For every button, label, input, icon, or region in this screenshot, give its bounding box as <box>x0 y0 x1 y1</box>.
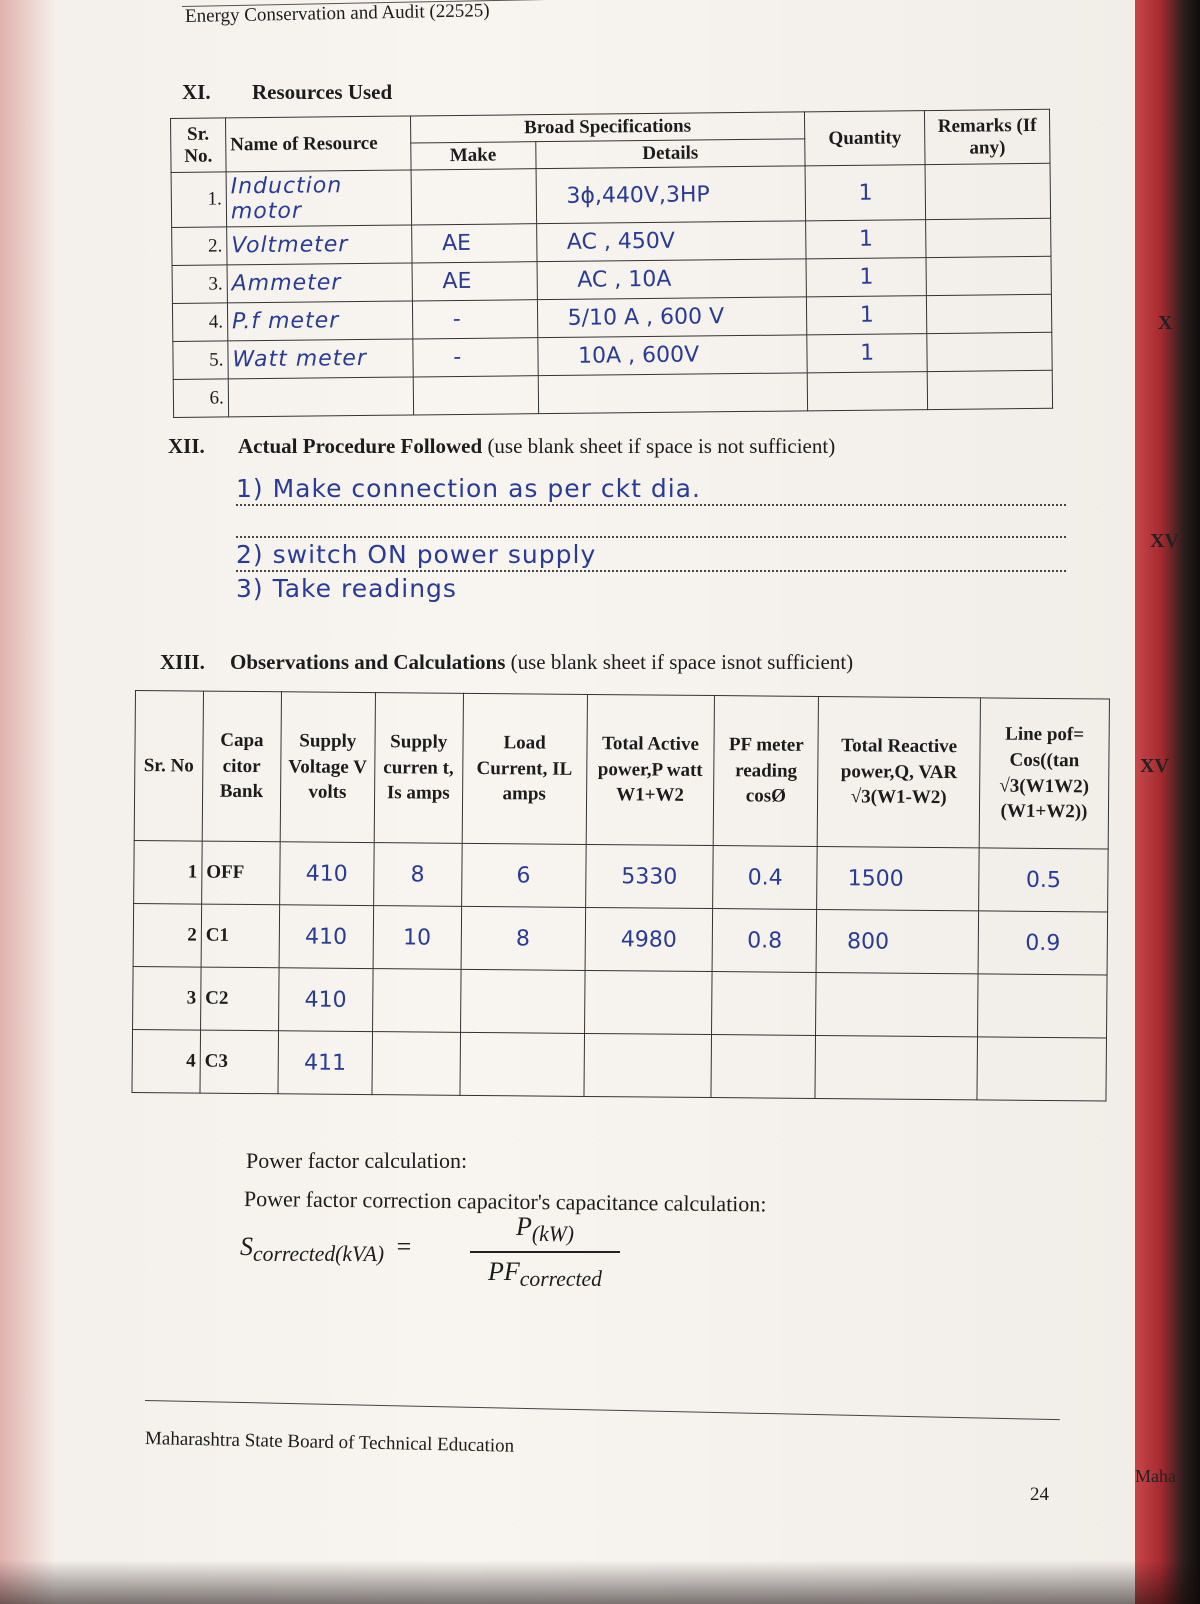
formula-s: S <box>240 1232 253 1261</box>
cell-remarks <box>925 163 1050 219</box>
cell-load-current <box>460 1032 584 1096</box>
cell-active-power: 5330 <box>585 844 713 908</box>
cell-supply-current <box>372 1032 460 1096</box>
procedure-line <box>236 474 1066 506</box>
cell-sr: 1. <box>171 172 227 228</box>
section-heading: Observations and Calculations <box>230 650 506 674</box>
procedure-line <box>236 540 1066 572</box>
procedure-line <box>236 574 1066 604</box>
formula-denominator: PF <box>488 1257 520 1287</box>
cell-active-power <box>583 1033 711 1097</box>
cell-bank: C1 <box>201 904 279 968</box>
formula-fraction <box>470 1212 620 1292</box>
cell-name: P.f meter <box>227 301 412 341</box>
cell-line-pf <box>978 974 1108 1038</box>
header-load-current: Load Current, IL amps <box>462 693 587 844</box>
cell-remarks <box>927 370 1052 409</box>
cell-make: - <box>412 300 537 339</box>
header-name: Name of Resource <box>225 116 410 172</box>
header-quantity: Quantity <box>805 111 925 166</box>
table-row <box>134 840 1109 911</box>
cell-pf <box>711 1035 815 1099</box>
cell-qty: 1 <box>806 220 926 259</box>
cell-load-current: 6 <box>461 843 585 907</box>
header-sr-no: Sr. No. <box>171 118 226 173</box>
cell-qty: 1 <box>807 296 927 335</box>
section-note: (use blank sheet if space isnot sufficient) <box>510 650 854 674</box>
cell-load-current: 8 <box>461 906 585 970</box>
section-title-resources <box>182 80 392 105</box>
bottom-shadow <box>0 1560 1200 1604</box>
section-note: (use blank sheet if space is not sufficient) <box>487 434 836 458</box>
header-details: Details <box>535 139 805 169</box>
cell-name: Watt meter <box>228 339 413 379</box>
cell-qty: 1 <box>806 258 926 297</box>
cell-details: 10A , 600V <box>537 335 807 376</box>
calc-heading-pf: Power factor calculation: <box>246 1148 468 1173</box>
section-heading: Resources Used <box>252 80 393 104</box>
cell-supply-current: 8 <box>373 843 461 907</box>
cell-reactive-power: 1500 <box>817 846 979 910</box>
page-stain <box>0 0 55 1604</box>
cell-sr: 2 <box>133 903 201 967</box>
book-binding-edge <box>1135 0 1200 1604</box>
cell-active-power <box>584 970 712 1034</box>
cell-voltage: 410 <box>279 905 373 969</box>
header-make: Make <box>411 142 536 170</box>
table-row <box>133 903 1108 974</box>
cell-pf: 0.4 <box>713 846 817 910</box>
cell-load-current <box>460 969 584 1033</box>
header-supply-current: Supply curren t, Is amps <box>374 693 463 844</box>
resources-table <box>170 109 1053 418</box>
cell-pf <box>712 972 816 1036</box>
procedure-step: 1) Make connection as per ckt dia. <box>236 474 701 503</box>
cell-make: - <box>413 338 538 377</box>
edge-fragment: XV <box>1150 530 1179 552</box>
header-capacitor-bank: Capa citor Bank <box>202 691 281 842</box>
table-row <box>132 1029 1107 1100</box>
cell-name <box>228 377 413 417</box>
cell-bank: OFF <box>202 841 280 905</box>
cell-sr: 2. <box>172 227 227 266</box>
cell-details: 3ϕ,440V,3HP <box>536 166 806 224</box>
cell-name: Ammeter <box>227 263 412 303</box>
page-header: Energy Conservation and Audit (22525) <box>184 0 490 27</box>
cell-active-power: 4980 <box>585 907 713 971</box>
cell-sr: 4. <box>172 303 227 342</box>
header-supply-voltage: Supply Voltage V volts <box>280 692 375 843</box>
cell-remarks <box>927 332 1052 371</box>
cell-supply-current <box>372 969 460 1033</box>
header-sr-no: Sr. No <box>134 691 203 842</box>
cell-qty: 1 <box>805 165 925 221</box>
procedure-line <box>236 506 1066 538</box>
edge-fragment: XV <box>1140 755 1169 777</box>
header-active-power: Total Active power,P watt W1+W2 <box>586 694 715 845</box>
header-line-pf: Line pof= Cos((tan √3(W1W2) (W1+W2)) <box>979 698 1109 849</box>
formula-lhs <box>240 1232 411 1267</box>
cell-details: AC , 10A <box>537 259 807 300</box>
cell-name: Voltmeter <box>227 225 412 265</box>
cell-voltage: 410 <box>279 842 373 906</box>
cell-voltage: 411 <box>278 1031 372 1095</box>
cell-make: AE <box>411 224 536 263</box>
cell-name: Induction motor <box>226 170 411 227</box>
cell-reactive-power <box>816 972 978 1036</box>
calc-heading-capacitor: Power factor correction capacitor's capacitance calculation: <box>243 1186 767 1217</box>
observations-table <box>131 690 1109 1101</box>
section-title-procedure <box>168 434 835 459</box>
section-number: XII. <box>168 434 205 458</box>
formula-numerator-sub: (kW) <box>531 1222 574 1247</box>
formula-numerator: P <box>516 1212 532 1241</box>
cell-make <box>413 376 538 415</box>
table-row <box>171 163 1051 227</box>
cell-remarks <box>926 256 1051 295</box>
cell-pf: 0.8 <box>712 909 816 973</box>
cell-make <box>411 169 536 225</box>
cell-sr: 5. <box>173 341 228 380</box>
section-number: XIII. <box>160 650 205 674</box>
cell-qty: 1 <box>807 334 927 373</box>
cell-line-pf <box>977 1037 1107 1101</box>
formula-s-sub: corrected(kVA) <box>253 1242 385 1267</box>
edge-fragment: X <box>1158 312 1173 334</box>
cell-qty <box>807 372 927 411</box>
section-heading: Actual Procedure Followed <box>238 434 483 458</box>
cell-sr: 3. <box>172 265 227 304</box>
header-remarks: Remarks (If any) <box>925 109 1050 164</box>
cell-sr: 3 <box>133 966 201 1030</box>
cell-bank: C3 <box>200 1030 278 1094</box>
section-title-observations <box>160 650 853 675</box>
header-reactive-power: Total Reactive power,Q, VAR √3(W1-W2) <box>817 696 980 847</box>
cell-bank: C2 <box>200 967 278 1031</box>
header-pf-reading: PF meter reading cosØ <box>714 696 819 847</box>
cell-remarks <box>927 294 1052 333</box>
cell-details <box>538 373 808 414</box>
footer-board: Maharashtra State Board of Technical Education <box>144 1428 515 1457</box>
cell-details: 5/10 A , 600 V <box>537 297 807 338</box>
procedure-step: 3) Take readings <box>236 574 457 603</box>
cell-line-pf: 0.9 <box>978 911 1108 975</box>
procedure-step: 2) switch ON power supply <box>236 540 597 569</box>
page-number: 24 <box>1030 1484 1049 1505</box>
cell-supply-current: 10 <box>373 906 461 970</box>
cell-sr: 1 <box>134 840 202 904</box>
cell-reactive-power: 800 <box>816 909 978 973</box>
cell-make: AE <box>412 262 537 301</box>
table-row <box>133 966 1108 1037</box>
cell-reactive-power <box>815 1035 977 1099</box>
cell-details: AC , 450V <box>536 221 806 262</box>
edge-fragment: Maha <box>1135 1466 1176 1486</box>
cell-voltage: 410 <box>278 968 372 1032</box>
cell-line-pf: 0.5 <box>979 848 1109 912</box>
formula-denominator-sub: corrected <box>519 1267 602 1292</box>
section-number: XI. <box>182 80 211 104</box>
cell-sr: 6. <box>173 379 228 418</box>
formula-equals: = <box>396 1232 412 1261</box>
cell-remarks <box>926 218 1051 257</box>
fraction-bar <box>470 1251 620 1253</box>
cell-sr: 4 <box>132 1029 200 1093</box>
header-broad-specs: Broad Specifications <box>410 112 805 143</box>
